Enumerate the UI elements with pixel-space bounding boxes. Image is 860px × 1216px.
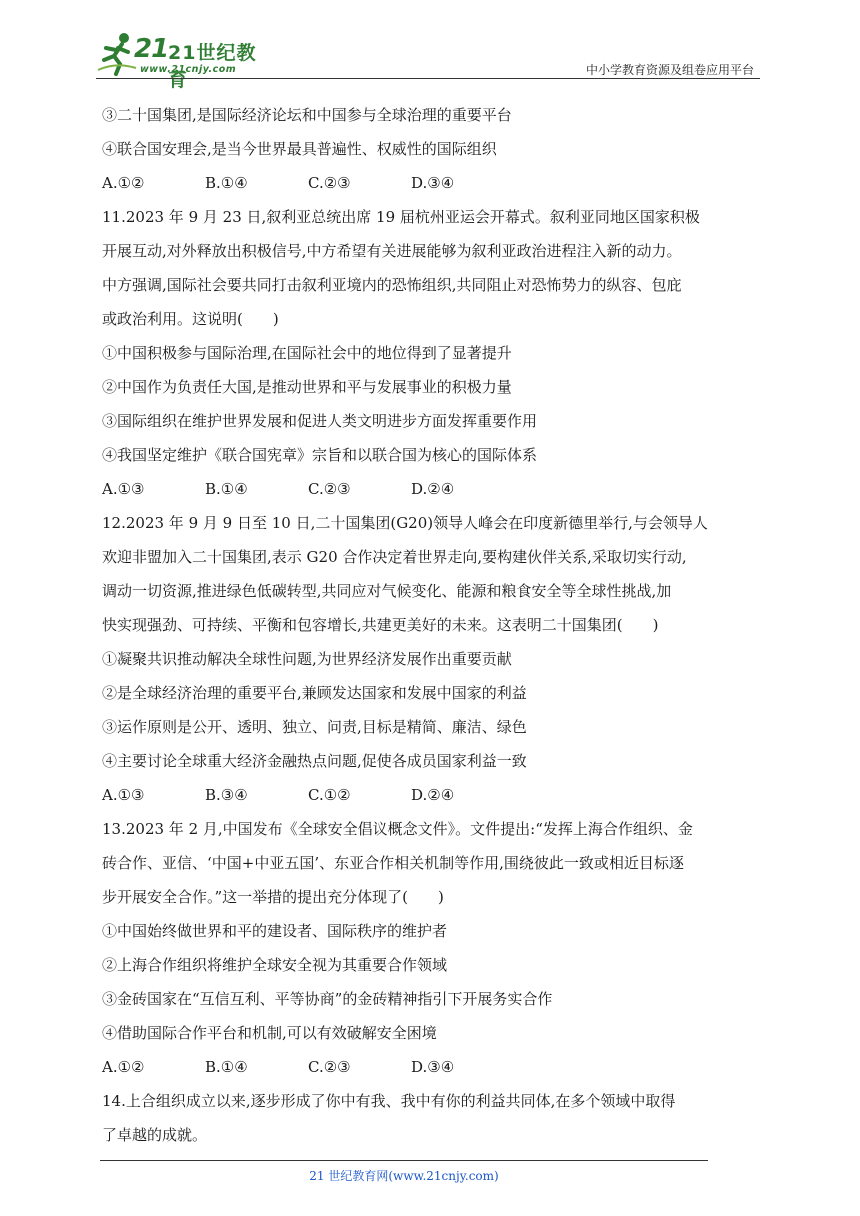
text-line: 了卓越的成就。 xyxy=(102,1126,208,1144)
answer-option[interactable]: C.②③ xyxy=(308,1058,351,1076)
text-line: ③国际组织在维护世界发展和促进人类文明进步方面发挥重要作用 xyxy=(102,412,538,430)
text-line: 12.2023 年 9 月 9 日至 10 日,二十国集团(G20)领导人峰会在印度新德里举行,与会领导人 xyxy=(102,514,708,532)
answer-option[interactable]: D.③④ xyxy=(411,1058,455,1076)
text-line: 步开展安全合作。”这一举措的提出充分体现了( ) xyxy=(102,888,444,906)
page-header xyxy=(96,30,760,91)
answer-option[interactable]: B.①④ xyxy=(205,480,248,498)
answer-option[interactable]: A.①② xyxy=(102,1058,145,1076)
text-line: 或政治利用。这说明( ) xyxy=(102,310,279,328)
text-line: ②是全球经济治理的重要平台,兼顾发达国家和发展中国家的利益 xyxy=(102,684,527,702)
text-line: 11.2023 年 9 月 23 日,叙利亚总统出席 19 届杭州亚运会开幕式。叙利亚同地区国家积极 xyxy=(102,208,700,226)
text-line: 14.上合组织成立以来,逐步形成了你中有我、我中有你的利益共同体,在多个领域中取得 xyxy=(102,1092,676,1110)
text-line: ③金砖国家在“互信互利、平等协商”的金砖精神指引下开展务实合作 xyxy=(102,990,553,1008)
footer-divider xyxy=(100,1160,708,1161)
answer-option[interactable]: A.①② xyxy=(102,174,145,192)
text-line: ①凝聚共识推动解决全球性问题,为世界经济发展作出重要贡献 xyxy=(102,650,512,668)
text-line: ③运作原则是公开、透明、独立、问责,目标是精简、廉洁、绿色 xyxy=(102,718,527,736)
text-line: 开展互动,对外释放出积极信号,中方希望有关进展能够为叙利亚政治进程注入新的动力。 xyxy=(102,242,682,260)
text-line: ②中国作为负责任大国,是推动世界和平与发展事业的积极力量 xyxy=(102,378,512,396)
text-line: 欢迎非盟加入二十国集团,表示 G20 合作决定着世界走向,要构建伙伴关系,采取切实行动, xyxy=(102,548,687,566)
answer-options xyxy=(102,1050,762,1084)
answer-option[interactable]: D.②④ xyxy=(411,786,455,804)
header-platform-name: 中小学教育资源及组卷应用平台 xyxy=(585,63,754,77)
footer-text[interactable]: 21 世纪教育网(www.21cnjy.com) xyxy=(309,1169,499,1183)
logo-url: www.21cnjy.com xyxy=(140,64,237,75)
text-line: 13.2023 年 2 月,中国发布《全球安全倡议概念文件》。文件提出:“发挥上海合作组织、金 xyxy=(102,820,693,838)
answer-option[interactable]: C.①② xyxy=(308,786,351,804)
answer-option[interactable]: A.①③ xyxy=(102,480,145,498)
text-line: 快实现强劲、可持续、平衡和包容增长,共建更美好的未来。这表明二十国集团( ) xyxy=(102,616,659,634)
text-line: 调动一切资源,推进绿色低碳转型,共同应对气候变化、能源和粮食安全等全球性挑战,加 xyxy=(102,582,672,600)
text-line: ③二十国集团,是国际经济论坛和中国参与全球治理的重要平台 xyxy=(102,106,512,124)
answer-option[interactable]: A.①③ xyxy=(102,786,145,804)
logo-number: 21 xyxy=(134,34,169,64)
answer-option[interactable]: B.③④ xyxy=(205,786,248,804)
answer-option[interactable]: B.①④ xyxy=(205,174,248,192)
site-logo[interactable] xyxy=(96,30,266,91)
text-line: ④借助国际合作平台和机制,可以有效破解安全困境 xyxy=(102,1024,437,1042)
text-line: ④我国坚定维护《联合国宪章》宗旨和以联合国为核心的国际体系 xyxy=(102,446,538,464)
text-line: ①中国始终做世界和平的建设者、国际秩序的维护者 xyxy=(102,922,448,940)
answer-option[interactable]: B.①④ xyxy=(205,1058,248,1076)
text-line: ④联合国安理会,是当今世界最具普遍性、权威性的国际组织 xyxy=(102,140,497,158)
answer-option[interactable]: D.②④ xyxy=(411,480,455,498)
text-line: 中方强调,国际社会要共同打击叙利亚境内的恐怖组织,共同阻止对恐怖势力的纵容、包庇 xyxy=(102,276,682,294)
runner-icon xyxy=(96,30,138,76)
answer-options xyxy=(102,472,762,506)
answer-options xyxy=(102,166,762,200)
text-line: ②上海合作组织将维护全球安全视为其重要合作领域 xyxy=(102,956,448,974)
answer-options xyxy=(102,778,762,812)
answer-option[interactable]: C.②③ xyxy=(308,174,351,192)
logo-text: 21世纪教育 xyxy=(168,42,257,91)
text-line: ④主要讨论全球重大经济金融热点问题,促使各成员国家利益一致 xyxy=(102,752,527,770)
answer-option[interactable]: C.②③ xyxy=(308,480,351,498)
text-line: 砖合作、亚信、‘中国+中亚五国’、东亚合作相关机制等作用,围绕彼此一致或相近目标逐 xyxy=(102,854,684,872)
header-divider xyxy=(96,78,760,79)
text-line: ①中国积极参与国际治理,在国际社会中的地位得到了显著提升 xyxy=(102,344,512,362)
question-content xyxy=(102,98,762,1152)
answer-option[interactable]: D.③④ xyxy=(411,174,455,192)
